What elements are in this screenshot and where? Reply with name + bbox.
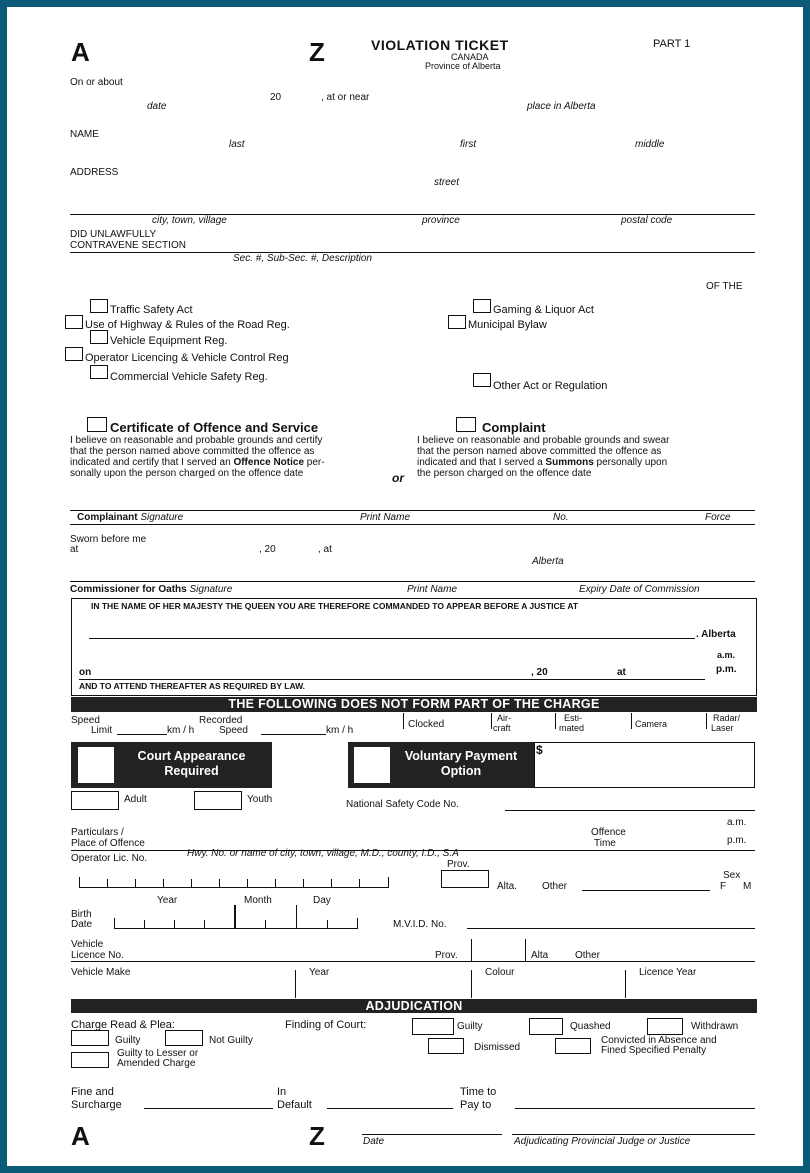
plea-not-guilty-checkbox[interactable] <box>165 1030 203 1046</box>
vehicle-prov: Prov. <box>435 950 458 961</box>
youth-label: Youth <box>247 794 273 805</box>
birth-tick-4 <box>204 920 205 928</box>
year-prefix: 20 <box>270 92 282 103</box>
oplic-tick-1 <box>79 877 80 887</box>
commissioner-expiry: Expiry Date of Commission <box>579 584 700 595</box>
footer-corner-mid: Z <box>309 1121 325 1151</box>
plea-guilty-label: Guilty <box>115 1035 141 1046</box>
address-label: ADDRESS <box>70 167 119 178</box>
radar-l2: Laser <box>711 723 734 733</box>
speed-kmh2: km / h <box>326 725 354 736</box>
vehicle-year-divider <box>471 970 472 998</box>
birth-day-caption: Day <box>313 895 331 906</box>
recorded-l1: Recorded <box>199 715 243 726</box>
oplic-tick-10 <box>331 879 332 887</box>
plea-lesser-checkbox[interactable] <box>71 1052 109 1068</box>
at-or-near-label: , at or near <box>321 92 370 103</box>
birth-tick-3 <box>174 920 175 928</box>
operator-lic-label: Operator Lic. No. <box>71 853 148 864</box>
plea-guilty-checkbox[interactable] <box>71 1030 109 1046</box>
complaint-checkbox[interactable] <box>456 417 476 432</box>
traffic-safety-checkbox[interactable] <box>90 299 108 313</box>
complainant-label: Complainant Signature <box>77 512 184 523</box>
violation-ticket-form <box>7 7 803 1166</box>
estimated-l1: Esti- <box>564 713 582 723</box>
summons-date-line <box>79 679 705 680</box>
footer-corner-left: A <box>71 1121 90 1151</box>
contravene-line2: CONTRAVENE SECTION <box>70 240 186 251</box>
municipal-bylaw-label: Municipal Bylaw <box>468 319 547 331</box>
summons-pm: p.m. <box>716 664 737 675</box>
voluntary-payment-checkbox[interactable] <box>354 747 390 783</box>
vehicle-make-label: Vehicle Make <box>71 967 131 978</box>
commissioner-label: Commissioner for Oaths Signature <box>70 584 233 595</box>
vehicle-divider-1 <box>471 939 472 961</box>
adjudication-bar: ADJUDICATION <box>71 999 757 1013</box>
convicted-absence-label: Convicted in Absence and Fined Specified Penalty <box>601 1035 717 1056</box>
finding-guilty-label: Guilty <box>457 1021 483 1032</box>
date-signature-line[interactable] <box>362 1134 502 1135</box>
first-caption: first <box>460 139 477 150</box>
country-label: CANADA <box>451 52 489 62</box>
certificate-line1: I believe on reasonable and probable grounds and certify <box>70 435 323 446</box>
complainant-force: Force <box>705 512 731 523</box>
vehicle-year-label: Year <box>309 967 330 978</box>
complaint-line1: I believe on reasonable and probable grounds and swear <box>417 435 670 446</box>
charge-read-label: Charge Read & Plea: <box>71 1019 175 1031</box>
speed-divider-2 <box>491 713 492 729</box>
operator-licencing-checkbox[interactable] <box>65 347 83 361</box>
corner-letter-left: A <box>71 37 90 67</box>
court-appearance-checkbox[interactable] <box>78 747 114 783</box>
middle-caption: middle <box>635 139 665 150</box>
part-label: PART 1 <box>653 38 691 50</box>
speed-limit-line <box>117 734 167 735</box>
dismissed-checkbox[interactable] <box>428 1038 464 1054</box>
vehicle-l2: Licence No. <box>71 950 124 961</box>
payment-amount-field[interactable] <box>534 742 755 788</box>
summons-attend: AND TO ATTEND THEREAFTER AS REQUIRED BY LAW. <box>79 681 306 691</box>
complaint-title: Complaint <box>482 420 546 435</box>
footer-judge-caption: Adjudicating Provincial Judge or Justice <box>514 1136 691 1147</box>
oplic-prov-box[interactable] <box>441 870 489 888</box>
operator-licencing-label: Operator Licencing & Vehicle Control Reg <box>85 352 289 364</box>
particulars-l1: Particulars / <box>71 827 124 838</box>
complaint-line2: that the person named above committed the offence as <box>417 446 662 457</box>
vehicle-equipment-checkbox[interactable] <box>90 330 108 344</box>
oplic-tick-9 <box>303 879 304 887</box>
vehicle-colour-divider <box>625 970 626 998</box>
operator-lic-field[interactable] <box>79 887 389 888</box>
licence-year-label: Licence Year <box>639 967 697 978</box>
sex-f: F <box>720 881 727 892</box>
city-caption: city, town, village <box>152 215 227 226</box>
oplic-tick-4 <box>163 879 164 887</box>
vehicle-alta: Alta <box>531 950 549 961</box>
oplic-other-line[interactable] <box>582 890 710 891</box>
aircraft-l2: craft <box>493 723 511 733</box>
or-label: or <box>392 471 404 485</box>
vehicle-licence-line[interactable] <box>71 961 755 962</box>
birth-tick-5 <box>265 920 266 928</box>
time-to-pay-line[interactable] <box>515 1108 755 1109</box>
complainant-print-name: Print Name <box>360 512 411 523</box>
summons-place-line <box>89 638 695 639</box>
complainant-line <box>70 510 755 511</box>
name-label: NAME <box>70 129 99 140</box>
section-line <box>70 252 755 253</box>
traffic-safety-label: Traffic Safety Act <box>110 304 193 316</box>
birth-date-field[interactable] <box>114 928 358 929</box>
fine-label: Fine and Surcharge <box>71 1086 122 1111</box>
offence-time-l1: Offence <box>591 827 626 838</box>
quashed-label: Quashed <box>570 1021 611 1032</box>
birth-divider-year <box>234 905 236 928</box>
in-default-line[interactable] <box>327 1108 453 1109</box>
speed-limit-l1: Speed <box>71 715 100 726</box>
mvid-label: M.V.I.D. No. <box>393 919 447 930</box>
other-act-label: Other Act or Regulation <box>493 380 608 392</box>
particulars-l2: Place of Offence <box>71 838 145 849</box>
camera-label: Camera <box>635 719 668 729</box>
estimated-l2: mated <box>559 723 585 733</box>
certificate-line2: that the person named above committed the offence as <box>70 446 315 457</box>
sworn-line1: Sworn before me <box>70 534 147 545</box>
sworn-line2: at <box>70 544 79 555</box>
speed-divider-3 <box>555 713 556 729</box>
hwy-caption: Hwy. No. or name of city, town, village, M.D., county, I.D., S.A <box>187 848 459 859</box>
birth-tick-6 <box>327 920 328 928</box>
oplic-tick-2 <box>107 879 108 887</box>
commissioner-line <box>70 581 755 582</box>
summons-command: IN THE NAME OF HER MAJESTY THE QUEEN YOU ARE THEREFORE COMMANDED TO APPEAR BEFORE A JUSTICE AT <box>91 601 579 611</box>
complainant-no: No. <box>553 512 569 523</box>
province-label: Province of Alberta <box>425 61 501 71</box>
certificate-line3: indicated and certify that I served an Offence Notice per- <box>70 457 325 468</box>
postal-caption: postal code <box>621 215 673 226</box>
province-caption: province <box>422 215 460 226</box>
certificate-line4: sonally upon the person charged on the offence date <box>70 468 304 479</box>
nsc-label: National Safety Code No. <box>346 799 459 810</box>
convicted-absence-checkbox[interactable] <box>555 1038 591 1054</box>
voluntary-payment-label: Voluntary Payment Option <box>404 749 518 778</box>
judge-signature-line[interactable] <box>512 1134 755 1135</box>
birth-tick-2 <box>144 920 145 928</box>
certificate-checkbox[interactable] <box>87 417 107 432</box>
footer-date-caption: Date <box>363 1136 385 1147</box>
vehicle-make-divider <box>295 970 296 998</box>
plea-lesser-label: Guilty to Lesser or Amended Charge <box>117 1048 199 1069</box>
sworn-at: , at <box>318 544 332 555</box>
birth-l1: Birth <box>71 909 92 920</box>
complaint-line3: indicated and that I served a Summons personally upon <box>417 457 668 468</box>
adult-label: Adult <box>124 794 147 805</box>
oplic-tick-7 <box>247 879 248 887</box>
complainant-underline <box>70 524 755 525</box>
oplic-prov-label: Prov. <box>447 859 470 870</box>
commercial-vehicle-label: Commercial Vehicle Safety Reg. <box>110 371 268 383</box>
plea-not-guilty-label: Not Guilty <box>209 1035 253 1046</box>
withdrawn-checkbox[interactable] <box>647 1018 683 1035</box>
radar-l1: Radar/ <box>713 713 741 723</box>
summons-at: at <box>617 667 626 678</box>
oplic-tick-12 <box>388 877 389 887</box>
speed-limit-l2: Limit <box>91 725 113 736</box>
mvid-line[interactable] <box>467 928 755 929</box>
nsc-line[interactable] <box>505 810 755 811</box>
certificate-title: Certificate of Offence and Service <box>110 420 319 435</box>
dollar-sign: $ <box>536 743 543 757</box>
offence-time-l2: Time <box>594 838 616 849</box>
birth-tick-7 <box>357 918 358 928</box>
commissioner-print-name: Print Name <box>407 584 458 595</box>
street-caption: street <box>434 177 460 188</box>
contravene-line1: DID UNLAWFULLY <box>70 229 157 240</box>
vehicle-other: Other <box>575 950 601 961</box>
summons-year: , 20 <box>531 667 548 678</box>
sworn-alberta: Alberta <box>532 556 564 567</box>
form-title: VIOLATION TICKET <box>371 37 509 53</box>
dismissed-label: Dismissed <box>474 1042 521 1053</box>
oplic-tick-8 <box>275 879 276 887</box>
commercial-vehicle-checkbox[interactable] <box>90 365 108 379</box>
place-caption: place in Alberta <box>527 101 596 112</box>
oplic-other: Other <box>542 881 568 892</box>
recorded-speed-line <box>261 734 326 735</box>
oplic-tick-3 <box>135 879 136 887</box>
sex-m: M <box>743 881 752 892</box>
vehicle-l1: Vehicle <box>71 939 104 950</box>
complaint-line4: the person charged on the offence date <box>417 468 592 479</box>
birth-tick-1 <box>114 918 115 928</box>
finding-guilty-checkbox[interactable] <box>412 1018 454 1035</box>
summons-am: a.m. <box>717 650 736 660</box>
quashed-checkbox[interactable] <box>529 1018 563 1035</box>
oplic-tick-6 <box>219 879 220 887</box>
gaming-liquor-checkbox[interactable] <box>473 299 491 313</box>
not-part-of-charge-bar: THE FOLLOWING DOES NOT FORM PART OF THE CHARGE <box>71 697 757 712</box>
summons-alberta: . Alberta <box>696 629 736 640</box>
fine-line[interactable] <box>144 1108 273 1109</box>
clocked-label: Clocked <box>408 719 445 730</box>
offence-am: a.m. <box>727 817 747 828</box>
municipal-bylaw-checkbox[interactable] <box>448 315 466 329</box>
recorded-l2: Speed <box>219 725 248 736</box>
sex-label: Sex <box>723 870 741 881</box>
vehicle-equipment-label: Vehicle Equipment Reg. <box>110 335 228 347</box>
in-default-label: In Default <box>277 1086 312 1111</box>
other-act-checkbox[interactable] <box>473 373 491 387</box>
oplic-tick-5 <box>191 879 192 887</box>
court-appearance-label: Court Appearance Required <box>137 749 246 778</box>
gaming-liquor-label: Gaming & Liquor Act <box>493 304 594 316</box>
speed-divider-1 <box>403 713 404 729</box>
time-to-pay-label: Time to Pay to <box>460 1086 497 1111</box>
summons-on: on <box>79 667 92 678</box>
vehicle-divider-2 <box>525 939 526 961</box>
adult-checkbox[interactable] <box>71 791 119 810</box>
on-or-about-label: On or about <box>70 77 123 88</box>
speed-divider-4 <box>631 713 632 729</box>
birth-l2: Date <box>71 919 93 930</box>
aircraft-l1: Air- <box>497 713 511 723</box>
sworn-year: , 20 <box>259 544 276 555</box>
youth-checkbox[interactable] <box>194 791 242 810</box>
last-caption: last <box>229 139 245 150</box>
oplic-alta: Alta. <box>497 881 518 892</box>
finding-label: Finding of Court: <box>285 1019 367 1031</box>
of-the-label: OF THE <box>706 281 743 292</box>
birth-divider-month <box>296 905 297 928</box>
speed-kmh1: km / h <box>167 725 195 736</box>
birth-year-caption: Year <box>157 895 178 906</box>
vehicle-colour-label: Colour <box>485 967 515 978</box>
corner-letter-mid: Z <box>309 37 325 67</box>
date-caption: date <box>147 101 167 112</box>
birth-month-caption: Month <box>244 895 272 906</box>
use-of-highway-checkbox[interactable] <box>65 315 83 329</box>
section-caption: Sec. #, Sub-Sec. #, Description <box>233 253 372 264</box>
use-of-highway-label: Use of Highway & Rules of the Road Reg. <box>85 319 290 331</box>
withdrawn-label: Withdrawn <box>691 1021 739 1032</box>
offence-pm: p.m. <box>727 835 747 846</box>
speed-divider-5 <box>706 713 707 729</box>
oplic-tick-11 <box>359 879 360 887</box>
